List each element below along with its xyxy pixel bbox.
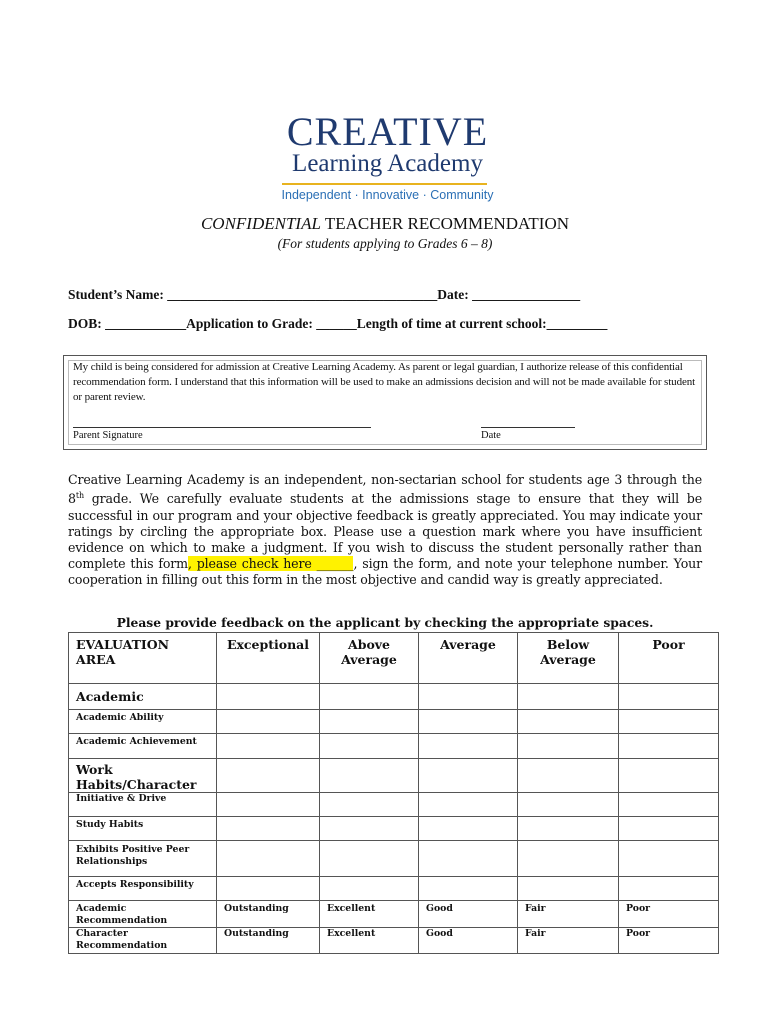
logo-tagline: Independent · Innovative · Community [281, 188, 494, 202]
parent-signature-line[interactable] [73, 427, 371, 428]
dob-grade-length-line[interactable]: DOB: ____________Application to Grade: ______Length of time at current school:_________ [68, 316, 608, 331]
para-part2: grade. We carefully evaluate students at the admissions stage to ensure that they will be successful in our program and your objective feedback is greatly appreciated. You may indicate your ratings by circling the appropriate box. Please use a question mark where you have insufficient evidence on which to make a judgment. If you wish to discuss the student personally rather than complete this form [68, 491, 702, 572]
cell[interactable] [419, 841, 518, 877]
cell[interactable] [419, 710, 518, 734]
table-row [69, 710, 719, 734]
cell[interactable] [217, 684, 320, 710]
cell[interactable] [320, 817, 419, 841]
cell[interactable] [320, 793, 419, 817]
consent-text: My child is being considered for admission at Creative Learning Academy. As parent or legal guardian, I authorize release of this confidential recommendation form. I understand that this information will be used to make an admissions decision and will not be made available for student or parent review. [73, 361, 696, 403]
cell[interactable] [518, 817, 619, 841]
cell[interactable] [320, 734, 419, 759]
header-below-average: Below Average [518, 633, 619, 684]
cell[interactable] [217, 817, 320, 841]
section-row-academic [69, 684, 719, 710]
section-academic: Academic [69, 684, 217, 710]
cell[interactable] [518, 793, 619, 817]
cell[interactable] [320, 710, 419, 734]
table-row [69, 877, 719, 901]
logo-divider [282, 183, 487, 185]
parent-signature-label: Parent Signature [73, 430, 143, 441]
cell[interactable] [217, 759, 320, 793]
rating-outstanding[interactable]: Outstanding [217, 901, 320, 928]
row-character-recommendation: Character Recommendation [69, 928, 217, 954]
table-row [69, 928, 719, 954]
table-heading: Please provide feedback on the applicant by checking the appropriate spaces. [116, 615, 654, 630]
cell[interactable] [419, 684, 518, 710]
header-poor: Poor [619, 633, 719, 684]
row-peer-relationships: Exhibits Positive Peer Relationships [69, 841, 217, 877]
check-here-highlight[interactable]: , please check here ______ [187, 556, 354, 572]
rating-good[interactable]: Good [419, 901, 518, 928]
header-above-average: Above Average [320, 633, 419, 684]
rating-poor[interactable]: Poor [619, 901, 719, 928]
cell[interactable] [518, 841, 619, 877]
cell[interactable] [518, 734, 619, 759]
cell[interactable] [419, 734, 518, 759]
row-initiative-drive: Initiative & Drive [69, 793, 217, 817]
para-part3: , sign the form, and note your telephone number. Your cooperation in filling out this form in the most objective and candid way is greatly appreciated. [68, 556, 703, 588]
evaluation-table [68, 632, 719, 954]
cell[interactable] [419, 759, 518, 793]
cell[interactable] [518, 877, 619, 901]
cell[interactable] [217, 793, 320, 817]
cell[interactable] [217, 877, 320, 901]
student-name-date-line[interactable]: Student’s Name: ________________________________________Date: ________________ [68, 287, 581, 302]
table-row [69, 817, 719, 841]
rating-poor[interactable]: Poor [619, 928, 719, 954]
instructions-paragraph [68, 472, 702, 589]
cell[interactable] [419, 877, 518, 901]
row-academic-ability: Academic Ability [69, 710, 217, 734]
para-part1: Creative Learning Academy is an independent, non-sectarian school for students age 3 through the 8 [68, 472, 702, 507]
cell[interactable] [619, 759, 719, 793]
logo-creative: CREATIVE [286, 109, 489, 154]
form-subtitle: (For students applying to Grades 6 – 8) [277, 236, 493, 251]
cell[interactable] [619, 684, 719, 710]
table-row [69, 901, 719, 928]
cell[interactable] [320, 684, 419, 710]
cell[interactable] [619, 710, 719, 734]
header-exceptional: Exceptional [217, 633, 320, 684]
cell[interactable] [217, 710, 320, 734]
consent-date-line[interactable] [481, 427, 575, 428]
row-academic-achievement: Academic Achievement [69, 734, 217, 759]
cell[interactable] [619, 877, 719, 901]
rating-fair[interactable]: Fair [518, 901, 619, 928]
title-rest: TEACHER RECOMMENDATION [320, 214, 570, 233]
consent-date-label: Date [481, 430, 501, 441]
title-confidential: CONFIDENTIAL [200, 214, 321, 233]
rating-excellent[interactable]: Excellent [320, 901, 419, 928]
header-average: Average [419, 633, 518, 684]
header-evaluation-area: EVALUATION AREA [69, 633, 217, 684]
section-work-habits: Work Habits/Character [69, 759, 217, 793]
rating-fair[interactable]: Fair [518, 928, 619, 954]
cell[interactable] [217, 734, 320, 759]
cell[interactable] [320, 759, 419, 793]
rating-outstanding[interactable]: Outstanding [217, 928, 320, 954]
cell[interactable] [619, 793, 719, 817]
cell[interactable] [619, 734, 719, 759]
para-sup: th [75, 491, 84, 501]
row-study-habits: Study Habits [69, 817, 217, 841]
form-title [0, 214, 770, 234]
cell[interactable] [217, 841, 320, 877]
cell[interactable] [320, 841, 419, 877]
table-row [69, 734, 719, 759]
row-accepts-responsibility: Accepts Responsibility [69, 877, 217, 901]
cell[interactable] [518, 710, 619, 734]
row-academic-recommendation: Academic Recommendation [69, 901, 217, 928]
table-row [69, 793, 719, 817]
cell[interactable] [320, 877, 419, 901]
section-row-work-habits [69, 759, 719, 793]
cell[interactable] [419, 793, 518, 817]
logo-learning-academy: Learning Academy [292, 150, 483, 177]
cell[interactable] [619, 817, 719, 841]
rating-good[interactable]: Good [419, 928, 518, 954]
table-row [69, 841, 719, 877]
cell[interactable] [518, 684, 619, 710]
cell[interactable] [619, 841, 719, 877]
table-header-row [69, 633, 719, 684]
rating-excellent[interactable]: Excellent [320, 928, 419, 954]
cell[interactable] [518, 759, 619, 793]
cell[interactable] [419, 817, 518, 841]
